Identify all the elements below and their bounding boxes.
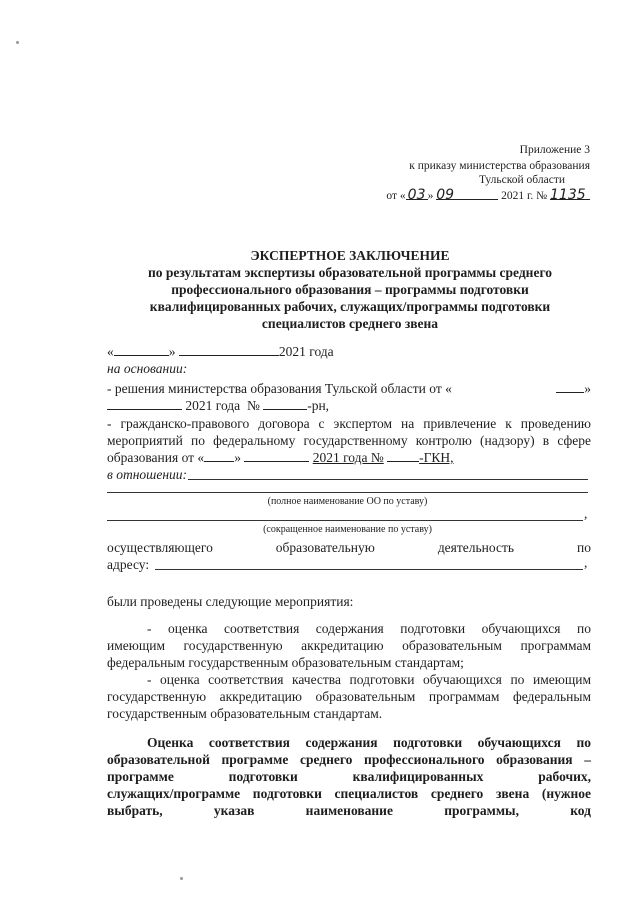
full-name-hint: (полное наименование ОО по уставу) (267, 496, 428, 507)
assessment-line-3: программе подготовки квалифицированных рабочих, (107, 769, 591, 784)
carrying-line: осуществляющего образовательную деятельность по (107, 540, 591, 555)
assessment-line-1: Оценка соответствия содержания подготовки обучающихся по (147, 735, 591, 750)
activity-1-line-2: имеющим государственную аккредитацию образовательным программам (107, 638, 591, 653)
scan-speck (180, 877, 183, 880)
activity-1-line-1: - оценка соответствия содержания подготовки обучающихся по (147, 621, 591, 636)
contract-line-2: мероприятий по федеральному государственному контролю (надзору) в сфере (107, 433, 591, 448)
order-reference: к приказу министерства образования (409, 160, 590, 172)
comma-2: , (584, 555, 588, 570)
short-name-blank (107, 520, 583, 521)
order-date-line: от « 03 » 09 2021 г. № 1135 (386, 188, 590, 203)
conclusion-date: « » 2021 года (107, 344, 334, 359)
full-name-blank (107, 492, 588, 493)
comma-1: , (584, 506, 588, 521)
address-label: адресу: (107, 557, 150, 572)
decision-line-1: - решения министерства образования Тульской области от « » (107, 381, 591, 396)
assessment-line-5: выбрать, указав наименование программы, код (107, 803, 591, 818)
title-line-3: квалифицированных рабочих, служащих/программы подготовки (149, 299, 551, 314)
title-line-2: профессионального образования – программы подготовки (171, 282, 529, 297)
order-month: 09 (436, 188, 498, 200)
document-title: ЭКСПЕРТНОЕ ЗАКЛЮЧЕНИЕ (250, 248, 450, 263)
order-day: 03 (406, 188, 428, 200)
region-label: Тульской области (478, 174, 565, 186)
order-number: 1135 (550, 188, 590, 200)
contract-line-1: - гражданско-правового договора с экспертом на привлечение к проведению (107, 416, 591, 431)
short-name-hint: (сокращенное наименование по уставу) (263, 524, 432, 535)
regarding-label: в отношении: (107, 467, 188, 482)
decision-line-2: 2021 года № -рн, (107, 397, 591, 414)
appendix-label: Приложение 3 (519, 144, 590, 156)
title-line-1: по результатам экспертизы образовательной программы среднего (147, 265, 552, 280)
activity-2-line-2: государственную аккредитацию образовательным программам федеральным (107, 689, 591, 704)
basis-label: на основании: (107, 361, 188, 376)
address-blank (155, 569, 583, 570)
scan-speck (16, 41, 19, 44)
contract-line-3: образования от « » 2021 года № -ГКН, (107, 450, 454, 465)
regarding-blank (188, 479, 588, 480)
activity-2-line-1: - оценка соответствия качества подготовки обучающихся по имеющим (147, 672, 591, 687)
title-line-4: специалистов среднего звена (261, 316, 439, 331)
activity-2-line-3: государственным образовательным стандартам. (107, 706, 383, 721)
activities-intro: были проведены следующие мероприятия: (107, 594, 354, 609)
assessment-line-4: служащих/программе подготовки специалистов среднего звена (нужное (107, 786, 591, 801)
assessment-line-2: образовательной программе среднего профессионального образования – (107, 752, 591, 767)
activity-1-line-3: федеральным государственным образовательным стандартам; (107, 655, 464, 670)
